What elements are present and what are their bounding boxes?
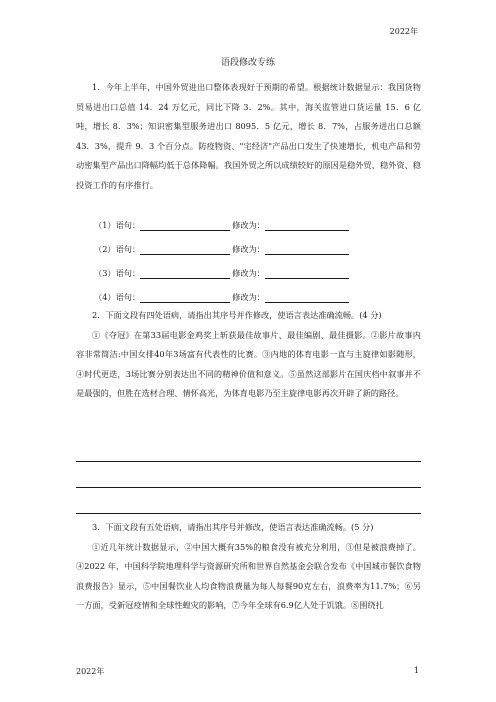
answer-line[interactable] xyxy=(76,513,421,514)
revision-blank[interactable] xyxy=(265,220,349,231)
question-2 xyxy=(76,306,421,404)
answer-row xyxy=(94,213,349,237)
answer-line[interactable] xyxy=(76,461,421,462)
answer-blank[interactable] xyxy=(140,268,230,279)
footer-year: 2022年 xyxy=(76,667,105,676)
answer-blank[interactable] xyxy=(140,220,230,231)
answer-line[interactable] xyxy=(76,487,421,488)
revision-blank[interactable] xyxy=(265,268,349,279)
answer-mid-label: 修改为： xyxy=(232,292,265,302)
page-number: 1 xyxy=(414,666,420,675)
question-3 xyxy=(76,518,421,616)
answer-mid-label: 修改为： xyxy=(232,268,265,278)
answer-blank[interactable] xyxy=(140,292,230,303)
revision-blank[interactable] xyxy=(265,244,349,255)
page-title: 语段修改专练 xyxy=(220,58,275,68)
question-1-answers xyxy=(94,213,349,309)
question-1 xyxy=(76,78,421,196)
revision-blank[interactable] xyxy=(265,292,349,303)
question-3-text: ①近几年统计数据显示，②中国大概有35%的粮食没有被充分利用，③但是被浪费掉了。④2022 年，中国科学院地理科学与资源研究所和世界自然基金会联合发布《中国城市餐饮食物浪费报告》显示，⑤中国餐饮业人均食物浪费量为每人每餐90克左右，浪费率为11.7%；⑥另一方面，受新冠疫情和全球性蝗灾的影响，⑦今年全球有6.9亿人处于饥饿。⑧围绕扎 xyxy=(76,541,421,611)
answer-label: （4）语句： xyxy=(94,292,141,302)
answer-label: （3）语句： xyxy=(94,268,141,278)
question-2-prompt: 2．下面文段有四处语病，请指出其序号并作修改，使语言表达准确流畅。(4 分) xyxy=(92,310,382,320)
answer-row xyxy=(94,261,349,285)
answer-mid-label: 修改为： xyxy=(232,220,265,230)
answer-blank[interactable] xyxy=(140,244,230,255)
answer-label: （1）语句： xyxy=(94,220,141,230)
answer-mid-label: 修改为： xyxy=(232,244,265,254)
header-year: 2022年 xyxy=(389,27,418,36)
question-1-text: 1．今年上半年，中国外贸进出口整体表现好于预期的希望。根据统计数据显示：我国货物贸易进出口总值 14．24 万亿元，同比下降 3．2%。其中，海关监管进口货运量 15．6 亿吨，增长 8．3%；知识密集型服务进出口 8095．5 亿元，增长 8．7%，占服务进出口总额 43．3%，提升 9．3 个百分点。防疫物资、"宅经济"产品出口发生了快速增长，机电产品和劳动密集型产品出口降幅均低于总体降幅。我国外贸之所以成绩较好的原因是稳外贸、稳外资、稳投资工作的有序推行。 xyxy=(76,82,421,190)
answer-label: （2）语句： xyxy=(94,244,141,254)
question-2-text: ①《夺冠》在第33届电影金鸡奖上斩获最佳故事片、最佳编剧、最佳摄影。②影片故事内容非常简洁:中国女排40年3场富有代表性的比赛。③内地的体育电影一直与主旋律如影随形，④时代更迭，3场比赛分别表达出不同的精神价值和意义。⑤虽然这部影片在国庆档中叙事并不是最强的，但胜在选材合理、情怀高光，为体育电影乃至主旋律电影再次开辟了新的路径。 xyxy=(76,329,421,399)
question-3-prompt: 3．下面文段有五处语病，请指出其序号并修改，使语言表达准确流畅。(5 分) xyxy=(92,522,374,532)
answer-row xyxy=(94,237,349,261)
